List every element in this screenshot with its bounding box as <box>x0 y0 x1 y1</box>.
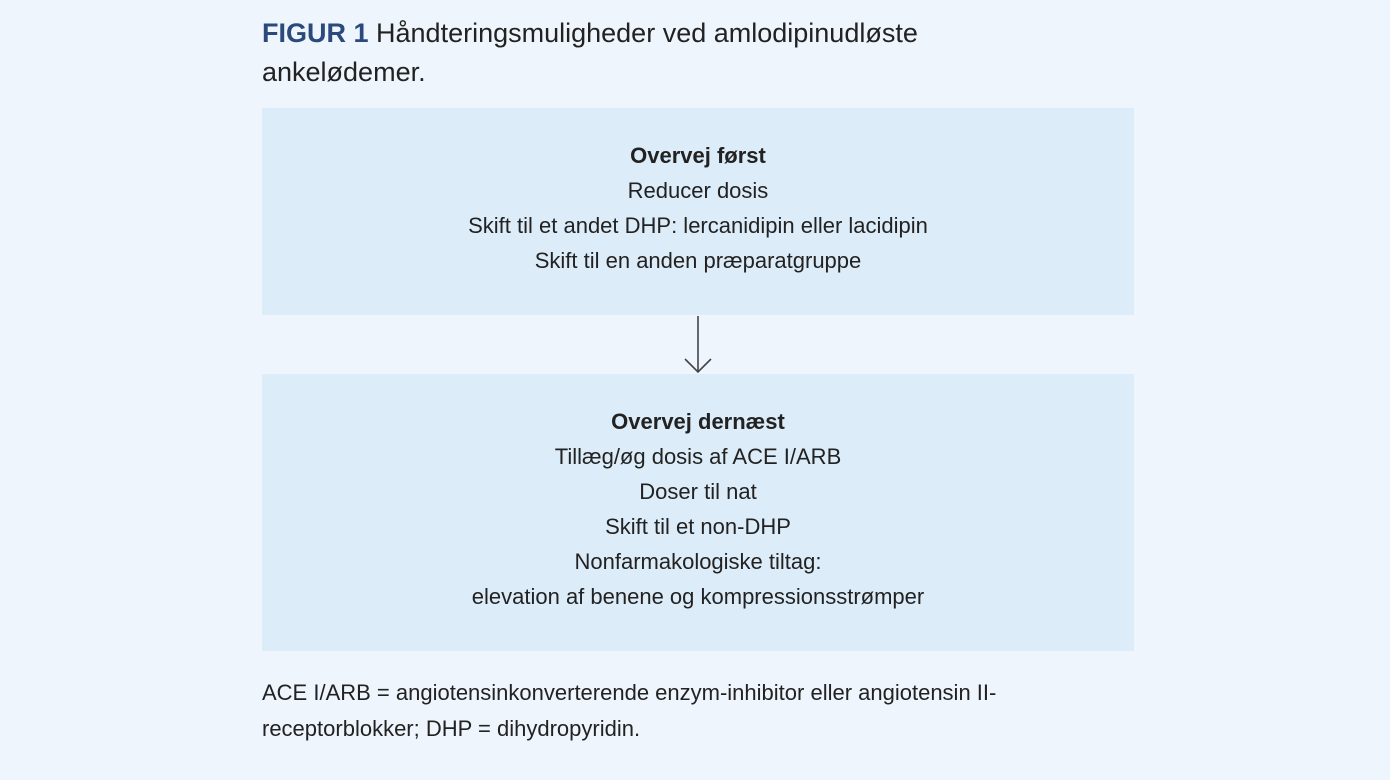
box-line: Skift til et non-DHP <box>605 514 791 539</box>
box-line: Reducer dosis <box>627 178 769 203</box>
box-line: Nonfarmakologiske tiltag: <box>574 549 822 574</box>
figure-label: FIGUR 1 <box>262 18 369 48</box>
box-line: elevation af benene og kompressionsstrømper <box>471 584 925 609</box>
box-line: Doser til nat <box>639 479 757 504</box>
box-line: Skift til et andet DHP: lercanidipin eller lacidipin <box>468 213 928 238</box>
first-consider-box <box>262 108 1134 315</box>
box-line: Skift til en anden præparatgruppe <box>534 248 862 273</box>
figure-caption: ACE I/ARB = angiotensinkonverterende enzym-inhibitor eller angiotensin II-receptorblokker; DHP = dihydropyridin. <box>262 680 997 741</box>
figure-title <box>262 14 962 92</box>
down-arrow-icon <box>683 315 713 374</box>
then-consider-box <box>262 374 1134 651</box>
box-line: Tillæg/øg dosis af ACE I/ARB <box>554 444 842 469</box>
box-heading: Overvej først <box>630 143 766 168</box>
box-heading: Overvej dernæst <box>611 409 785 434</box>
figure-title-text: Håndteringsmuligheder ved amlodipinudløste ankelødemer. <box>262 18 918 87</box>
